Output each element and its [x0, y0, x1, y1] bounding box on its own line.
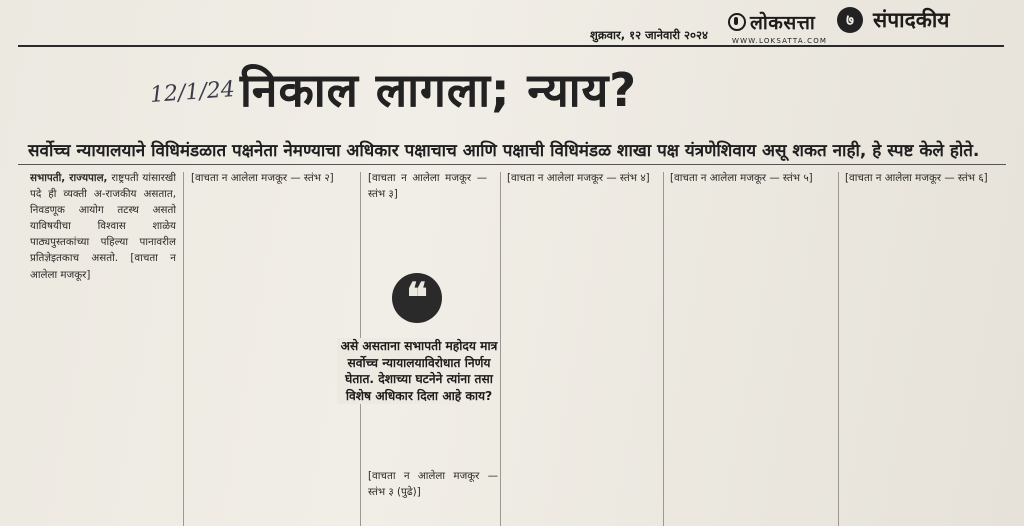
pen-nib-icon [728, 13, 746, 31]
column-text: [वाचता न आलेला मजकूर — स्तंभ ४] [507, 172, 650, 184]
article-column-2 [191, 170, 353, 526]
column-divider [183, 172, 184, 526]
column-divider [663, 172, 664, 526]
brand-name: लोकसत्ता [750, 12, 816, 34]
masthead [0, 0, 1024, 46]
column-text: [वाचता न आलेला मजकूर — स्तंभ ३ (पुढे)] [368, 470, 498, 499]
article-column-3 [368, 170, 487, 270]
brand-url: WWW.LOKSATTA.COM [732, 37, 828, 45]
column-text: [वाचता न आलेला मजकूर — स्तंभ ६] [845, 172, 988, 184]
dateline: शुक्रवार, १२ जानेवारी २०२४ [590, 28, 708, 42]
article-column-6 [845, 170, 993, 526]
article-column-1 [30, 170, 176, 526]
brand-logo [728, 9, 827, 35]
column-text: [वाचता न आलेला मजकूर — स्तंभ ३] [368, 172, 487, 201]
article-column-5 [670, 170, 830, 526]
section-title: संपादकीय [873, 8, 950, 32]
column-text: [वाचता न आलेला मजकूर — स्तंभ २] [191, 172, 334, 184]
column-divider [838, 172, 839, 526]
page-number: ७ [837, 7, 863, 33]
quote-icon: ❝ [392, 273, 442, 323]
column-text: राष्ट्रपती यांसारखी पदे ही व्यक्ती अ-राजकीय असतात, निवडणूक आयोग तटस्थ असतो याविषयीचा विश्वास शाळेय पाठ्यपुस्तकांच्या पहिल्या पानावरील प्रतिज्ञेइतकाच असतो. [वाचता न आलेला मजकूर] [30, 172, 176, 281]
pull-quote: असे असताना सभापती महोदय मात्र सर्वोच्च न्यायालयाविरोधात निर्णय घेतात. देशाच्या घटनेने त्यांना तसा विशेष अधिकार दिला आहे काय? [337, 338, 501, 404]
masthead-rule [18, 45, 1004, 47]
standfirst: सर्वोच्च न्यायालयाने विधिमंडळात पक्षनेता नेमण्याचा अधिकार पक्षाचाच आणि पक्षाची विधिमंडळ शाखा पक्ष यंत्रणेशिवाय असू शकत नाही, हे स्पष्ट केले होते. [28, 141, 980, 161]
article-column-4 [507, 170, 657, 526]
headline-rule [18, 164, 1006, 165]
brand [728, 9, 827, 45]
handwritten-date: 12/1/24 [149, 77, 236, 108]
lead-word: सभापती, राज्यपाल, [30, 172, 108, 184]
column-divider [500, 172, 501, 526]
headline: निकाल लागला; न्याय? [240, 63, 637, 117]
article-column-3-continued [368, 468, 498, 526]
column-text: [वाचता न आलेला मजकूर — स्तंभ ५] [670, 172, 813, 184]
